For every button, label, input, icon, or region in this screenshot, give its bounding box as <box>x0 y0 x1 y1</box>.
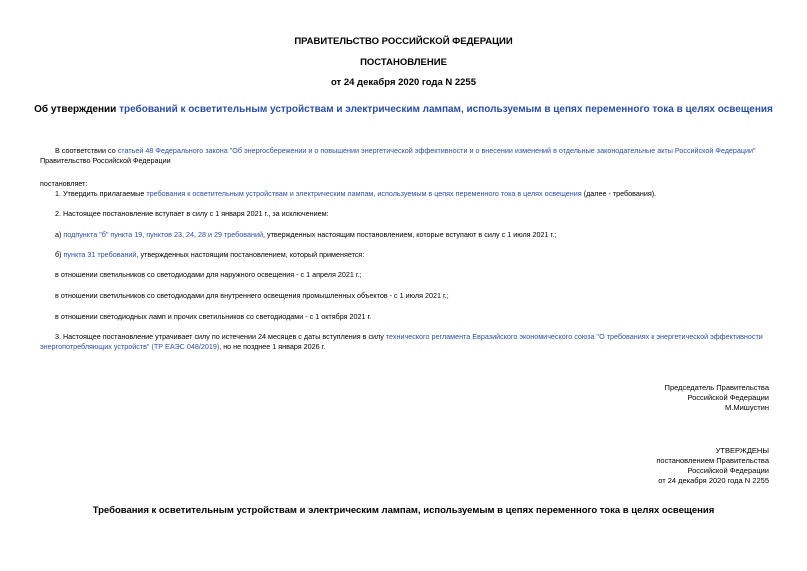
preamble-text-2: Правительство Российской Федерации <box>40 156 171 165</box>
title-link[interactable]: требований к осветительным устройствам и электрическим лампам, используемым в цепях переменного тока в целях освещения <box>119 104 773 115</box>
sub-item-led-lamps: в отношении светодиодных ламп и прочих светильников со светодиодами - с 1 октября 2021 г. <box>55 312 372 321</box>
sub-item-industrial: в отношении светильников со светодиодами для внутреннего освещения промышленных объектов - с 1 июля 2021 г.; <box>55 291 449 300</box>
item-1-link[interactable]: требования к осветительным устройствам и электрическим лампам, используемым в цепях переменного тока в целях освещения <box>146 189 582 198</box>
item-1-text-2: (далее - требования). <box>581 189 657 198</box>
item-2a-link[interactable]: подпункта "б" пункта 19, пунктов 23, 24, 28 и 29 требований <box>63 230 264 239</box>
item-1-paragraph <box>40 189 770 199</box>
signature-line-3: М.Мишустин <box>725 403 769 412</box>
preamble-law-link[interactable]: статьей 48 Федерального закона "Об энергосбережении и о повышении энергетической эффективности и о внесении изменений в отдельные законодательные акты Российской Федерации" <box>117 146 756 155</box>
item-3-paragraph <box>40 332 770 352</box>
preamble-paragraph <box>40 146 770 166</box>
item-3-text-3: , но не позднее 1 января 2026 г. <box>219 342 326 351</box>
approved-line-1: УТВЕРЖДЕНЫ <box>715 446 769 455</box>
date-number-heading: от 24 декабря 2020 года N 2255 <box>330 77 476 88</box>
title-prefix: Об утверждении <box>34 104 120 115</box>
item-1-text-1: 1. Утвердить прилагаемые <box>55 189 147 198</box>
preamble-text-1: В соответствии со <box>55 146 118 155</box>
item-2a-text-1: а) <box>55 230 64 239</box>
item-2b-link[interactable]: пункта 31 требований <box>63 250 137 259</box>
document-title <box>0 104 807 115</box>
government-heading: ПРАВИТЕЛЬСТВО РОССИЙСКОЙ ФЕДЕРАЦИИ <box>294 36 513 47</box>
item-3-code-link[interactable]: (ТР ЕАЭС 048/2019) <box>151 342 220 351</box>
doc-type-heading: ПОСТАНОВЛЕНИЕ <box>360 57 447 68</box>
item-2a-paragraph <box>40 230 770 240</box>
approved-line-3: Российской Федерации <box>687 466 769 475</box>
sub-item-outdoor: в отношении светильников со светодиодами для наружного освещения - с 1 апреля 2021 г.; <box>55 270 362 279</box>
item-2b-text-1: б) <box>55 250 64 259</box>
signature-line-1: Председатель Правительства <box>664 383 769 392</box>
approved-block <box>656 446 769 486</box>
item-2b-paragraph <box>40 250 770 260</box>
decrees-text: постановляет: <box>40 179 88 188</box>
signature-block <box>665 383 769 413</box>
signature-line-2: Российской Федерации <box>687 393 769 402</box>
item-2a-text-2: , утвержденных настоящим постановлением, которые вступают в силу с 1 июля 2021 г.; <box>263 230 557 239</box>
item-3-regulation-link[interactable]: технического регламента Евразийского экономического союза "О требованиях к энергетической эффективности энергопотребляющих устройств" <box>40 332 763 351</box>
requirements-title: Требования к осветительным устройствам и электрическим лампам, используемым в цепях переменного тока в целях освещения <box>92 505 715 516</box>
approved-line-2: постановлением Правительства <box>656 456 769 465</box>
item-2b-text-2: , утвержденных настоящим постановлением, который применяется: <box>136 250 365 259</box>
approved-line-4: от 24 декабря 2020 года N 2255 <box>658 476 769 485</box>
item-3-text-1: 3. Настоящее постановление утрачивает силу по истечении 24 месяцев с даты вступления в силу <box>55 332 386 341</box>
item-2-paragraph: 2. Настоящее постановление вступает в силу с 1 января 2021 г., за исключением: <box>55 209 329 218</box>
